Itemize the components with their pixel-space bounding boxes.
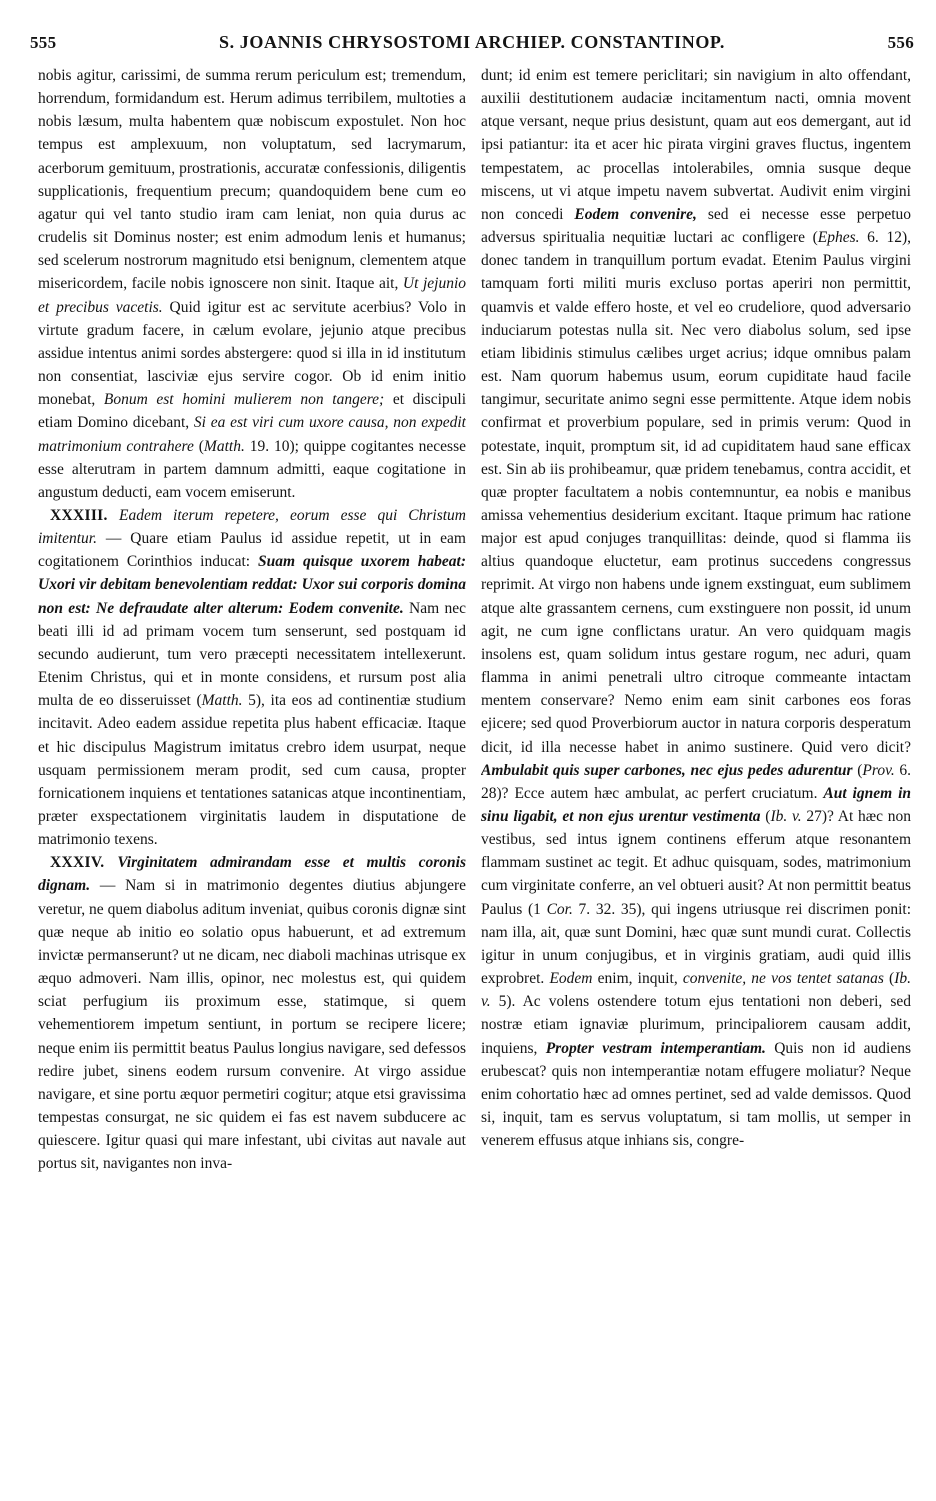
text-run: ( [193, 437, 204, 455]
page-number-left: 555 [30, 33, 57, 52]
text-run: 5), ita eos ad continentiæ studium incitavit. Adeo eadem assidue repetita plus habent efficaciæ. Itaque et hic discipulus Magistrum imitatus crebro idem usurpat, neque usquam permissionem meram prodit, sed cum causa, propter fornicationem inquiens et tentationes satanicas atque incontinentiam, præter exspectationem virginitatis laudem in disputatione de matrimonio texens. [38, 692, 466, 849]
italic-run: Eadem iterum repetere, eorum esse qui Christum imitentur. [38, 506, 466, 548]
text-run: nobis agitur, carissimi, de summa rerum periculum est; tremendum, horrendum, formidandum est. Herum adimus terribilem, multoties a nobis læsum, multa habentem quæ nobiscum expostulet. Non hoc tempus est amplexuum, non voluptatum, sed lacrymarum, acerborum gemituum, prostrationis, accuratæ confessionis, diligentis supplicationis, frequentium precum; quandoquidem bene cum eo agatur qui vel tanto studio iram cam leniat, non quia durus ac crudelis sit Dominus noster; est enim admodum lenis et humanus; sed scelerum nostrorum magnitudo etsi benignum, clementem atque misericordem, facile nobis ignoscere non sinit. Itaque ait, [38, 67, 466, 293]
italic-run: Suam quisque uxorem habeat: Uxori vir debitam benevolentiam reddat: Uxor sui corporis domina non est: Ne defraudate alter alterum: Eodem convenite. [38, 553, 466, 617]
text-run: 6. 12), donec tandem in tranquillum portum evadat. Etenim Paulus virgini tamquam forti militi muris excluso portas aperiri non permittit, quamvis et valde effero hoste, et vel eo crudeliore, quod adversario induciarum potestas nulla sit. Nec vero diabolus solum, sed ipse etiam libidinis stimulus cælibes urget acrius; idque omnibus palam est. Nam quorum habemus usum, eorum cupiditate haud facile tangimur, securitate animo segni esse permittente. Atque idem nobis confirmat et proverbium populare, sed in primis verum: Quod in potestate, inquit, promptum sit, id ad cupiditatem haud sane efficax est. Sin ab iis prohibeamur, quæ pridem tenebamus, contra accidit, et quæ propter facultatem a nobis contemnuntur, ea nobis e manibus amissa vehementius desiderium excitant. Itaque primum hac ratione major est apud conjuges tranquillitas: deinde, quod si flamma iis altius quandoque eluctetur, eam protinus succedens congressus reprimit. At virgo non habens unde ignem exstinguat, eum sublimem atque alte grassantem cernens, cum exstinguere non possit, id unum agit, ne cum igne conflictans uratur. An vero quidquam magis insolens est, quam solidum intus gestare rogum, nec aduri, quam flamma in animi penetrali ultro citroque commeante intactam mentem conservare? Nemo enim eam sinit carbones eos foras ejicere; sed quod Proverbiorum auctor in natura corporis desperatum dicit, id illa necesse habet in animo sustinere. Quid vero dicit? [481, 229, 911, 756]
text-run: 27)? At hæc non vestibus, sed intus ignem continens efferum atque resonantem flammam sustinet ac tegit. Et adhuc quisquam, sodes, matrimonium cum virginitate conferre, an vel obtueri ausit? At non permittit beatus Paulus (1 [481, 808, 911, 918]
paragraph [38, 64, 466, 504]
text-run: ( [852, 761, 863, 779]
page-number-right: 556 [887, 33, 914, 52]
italic-run: Eodem convenire, [574, 205, 697, 223]
text-run: Nam nec beati illi id ad primam vocem tum senserunt, sed postquam id secundo audierunt, tum vero præcepti necessitatem intellexerunt. Etenim Christus, qui et in monte considens, et rursum post alia multa de eo disseruisset ( [38, 599, 466, 710]
text-run: Quis non id audiens erubescat? quis non intemperantiæ notam effugere moliatur? Neque enim cohortatio hæc ad omnes pertinet, sed ad valde demissos. Quod si, inquit, tam es servus voluptatum, si tam mollis, ut semper in venerem effusus atque inhians sis, congre- [481, 1039, 911, 1150]
italic-run: Ephes. [817, 229, 860, 247]
italic-run: Virginitatem admirandam esse et multis coronis dignam. [38, 854, 466, 895]
italic-run: Ib. v. [770, 808, 802, 825]
text-run: — Nam si in matrimonio degentes diutius abjungere veretur, ne quem diabolus aditum inveniat, quibus coronis dignæ sint quæ neque ab initio eo solatio opus habuerunt, et ad extremum invictæ permanserunt? ut ne dicam, nec diaboli machinas utrisque ex æquo admoveri. Nam illis, opinor, nec molestus est, qui quidem sciat perfugium iis proximum esse, statimque, si quem vehementiorem impetum sentiunt, in portum se recipere licere; neque enim iis permittit beatus Paulus longius navigare, sed defessos redire jubet, sinens eodem rursum convenire. At virgo assidue navigare, et sine portu æquor permetiri cogitur; atque etsi gravissima tempestas consurgat, ne sic quidem ei fas est navem subducere ac quiescere. Igitur quasi qui mare infestant, ubi civitas aut navale aut portus sit, navigantes non inva- [38, 877, 466, 1173]
italic-run: Prov. [862, 761, 895, 779]
italic-run: Ib. v. [481, 970, 911, 1011]
italic-run: Matth. [201, 692, 243, 710]
text-run: 19. 10); quippe cogitantes necesse esse alterutram in partem damnum admitti, eaque cogitatione in angustum deducti, eam vocem emiserunt. [38, 437, 466, 501]
text-run: sed ei necesse esse perpetuo adversus spiritualia nequitiæ luctari ac confligere ( [481, 205, 911, 247]
text-run: — Quare etiam Paulus id assidue repetit, ut in eam cogitationem Corinthios inducat: [38, 530, 466, 571]
paragraph [38, 851, 466, 1175]
running-header [30, 32, 914, 58]
text-run: Quid igitur est ac servitute acerbius? Volo in virtute gradum facere, in cælum evolare, jejunio atque precibus assidue intentus animi sordes abstergere: quod si illa in id institutum non consentiat, lasciviæ ejus servire cogor. Ob id enim initio monebat, [38, 298, 466, 409]
italic-run: Eodem [549, 970, 593, 988]
italic-run: convenite, ne vos tentet satanas [682, 970, 884, 988]
text-run: 6. 28)? Ecce autem hæc ambulat, ac perfert cruciatum. [481, 761, 911, 802]
left-text-column [38, 64, 466, 1489]
paragraph [481, 64, 911, 1152]
italic-run: Bonum est homini mulierem non tangere; [103, 391, 385, 409]
text-run: et discipuli etiam Domino dicebant, [38, 391, 466, 432]
text-run: 5). Ac volens ostendere totum ejus tentationi non deberi, sed nostræ etiam ignaviæ plurimum, principaliorem causam addit, inquiens, [481, 993, 911, 1057]
italic-run: Matth. [203, 437, 245, 455]
paragraph [38, 504, 466, 851]
text-run: enim, inquit, [592, 970, 683, 988]
italic-run: Aut ignem in sinu ligabit, et non ejus urentur vestimenta [481, 784, 911, 825]
text-run: ( [883, 970, 895, 988]
italic-run: Si ea est viri cum uxore causa, non expedit matrimonium contrahere [38, 414, 466, 455]
text-run: 7. 32. 35), qui ingens utriusque rei discrimen ponit: nam illa, ait, quæ sunt Domini, hæc quæ sunt mundi curat. Collectis igitur in unum conjugibus, et in virginis gratiam, audi quid illis exprobret. [481, 900, 911, 988]
running-title: S. JOANNIS CHRYSOSTOMI ARCHIEP. CONSTANTINOP. [219, 32, 725, 52]
right-text-column [481, 64, 911, 1489]
italic-run: Ambulabit quis super carbones, nec ejus pedes adurentur [481, 761, 853, 779]
section-number: XXXIV. [50, 854, 118, 872]
section-number: XXXIII. [50, 506, 119, 524]
italic-run: Ut jejunio et precibus vacetis. [38, 275, 466, 316]
italic-run: Cor. [546, 900, 573, 918]
text-run: dunt; id enim est temere periclitari; sin navigium in alto offendant, auxilii destitutionem audaciæ incitamentum nacti, omnia movent atque versant, neque prius desistunt, quam aut eos demergant, aut id ipsi patiantur: ita et acer hic pirata virgini graves fluctus, ingentem tempestatem, ac procellas intolerabiles, omnia susque deque miscens, ut vi atque impetu navem subvertat. Audivit enim virgini non concedi [481, 67, 911, 223]
italic-run: Propter vestram intemperantiam. [545, 1039, 766, 1057]
text-run: ( [760, 808, 771, 825]
